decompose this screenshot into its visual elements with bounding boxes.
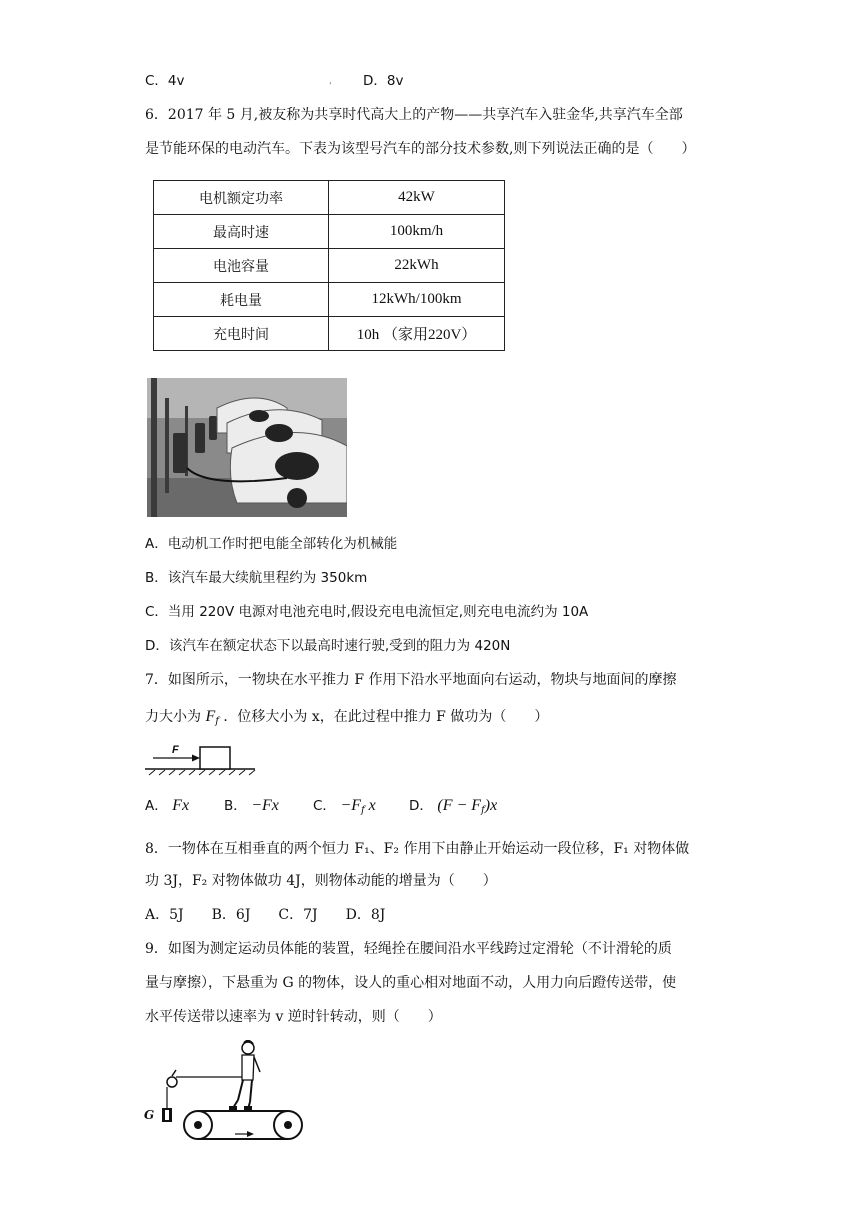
spec-key: 耗电量	[154, 283, 329, 317]
q9-treadmill-diagram	[150, 1040, 320, 1148]
q7-option-d-x: )x	[484, 797, 498, 814]
spec-value: 22kWh	[329, 249, 505, 283]
q6-option-d: D．该汽车在额定状态下以最高时速行驶,受到的阻力为 420N	[145, 638, 511, 654]
q7-option-b-letter: B．	[224, 798, 247, 814]
q6-option-a: A．电动机工作时把电能全部转化为机械能	[145, 536, 398, 552]
spec-key: 最高时速	[154, 215, 329, 249]
spec-value: 100km/h	[329, 215, 505, 249]
q8-stem-line2: 功 3J，F₂ 对物体做功 4J，则物体动能的增量为（ ）	[145, 873, 497, 889]
q9-weight-label: G	[144, 1108, 155, 1122]
electric-cars-charging-photo	[147, 378, 347, 517]
q7-stem-line2	[145, 707, 548, 732]
q6-stem-line1: 6．2017 年 5 月,被友称为共享时代高大上的产物——共享汽车入驻金华,共享汽车全部	[145, 107, 683, 123]
q9-stem-line3: 水平传送带以速率为 v 逆时针转动，则（ ）	[145, 1009, 442, 1025]
q7-option-a: Fx	[172, 797, 190, 814]
q7-option-a-letter: A．	[145, 798, 168, 814]
q5-option-c: C．4v	[145, 73, 185, 89]
q6-spec-table	[153, 180, 505, 351]
q8-options: A．5J B．6J C．7J D．8J	[145, 907, 386, 923]
q8-stem-line1: 8．一物体在互相垂直的两个恒力 F₁、F₂ 作用下由静止开始运动一段位移，F₁ 对物体做	[145, 841, 690, 857]
spec-value: 10h （家用220V）	[329, 317, 505, 351]
q6-option-c: C．当用 220V 电源对电池充电时,假设充电电流恒定,则充电电流约为 10A	[145, 604, 589, 620]
q5-stray-mark: ，	[329, 76, 337, 85]
spec-key: 电池容量	[154, 249, 329, 283]
q5-option-d: D．8v	[363, 73, 404, 89]
table-row	[154, 317, 505, 351]
q6-option-b: B．该汽车最大续航里程约为 350km	[145, 570, 368, 586]
q7-option-c-wrap	[313, 796, 376, 821]
spec-value: 12kWh/100km	[329, 283, 505, 317]
q9-stem-line2: 量与摩擦），下悬重为 G 的物体，设人的重心相对地面不动，人用力向后蹬传送带，使	[145, 975, 677, 991]
q7-option-d-wrap	[409, 796, 497, 821]
q6-stem-line2: 是节能环保的电动汽车。下表为该型号汽车的部分技术参数,则下列说法正确的是（ ）	[145, 141, 696, 157]
q7-option-d-letter: D．	[409, 798, 433, 814]
q7-option-c-letter: C．	[313, 798, 336, 814]
table-row	[154, 181, 505, 215]
q7-option-d: (F − F	[437, 797, 482, 814]
q7-stem-line1: 7．如图所示，一物块在水平推力 F 作用下沿水平地面向右运动，物块与地面间的摩擦	[145, 672, 677, 688]
q7-force-block-diagram	[145, 742, 257, 776]
q7-stem-text: 力大小为	[145, 709, 201, 725]
friction-subscript: f	[215, 716, 219, 727]
table-row	[154, 215, 505, 249]
q7-option-b-wrap	[224, 796, 279, 816]
q7-option-b: −Fx	[251, 797, 279, 814]
q7-option-c: −F	[340, 797, 361, 814]
q7-option-d-sub: f	[481, 805, 485, 816]
spec-key: 电机额定功率	[154, 181, 329, 215]
spec-key: 充电时间	[154, 317, 329, 351]
q7-option-c-sub: f	[360, 805, 365, 816]
table-row	[154, 249, 505, 283]
friction-symbol: F	[205, 708, 216, 725]
q7-stem-text-2: ．位移大小为 x，在此过程中推力 F 做功为（ ）	[223, 709, 549, 725]
q9-stem-line1: 9．如图为测定运动员体能的装置，轻绳拴在腰间沿水平线跨过定滑轮（不计滑轮的质	[145, 941, 672, 957]
q7-option-c-x: x	[364, 797, 376, 814]
spec-value: 42kW	[329, 181, 505, 215]
q7-force-label: F	[172, 744, 179, 756]
table-row	[154, 283, 505, 317]
q7-options	[145, 796, 189, 816]
